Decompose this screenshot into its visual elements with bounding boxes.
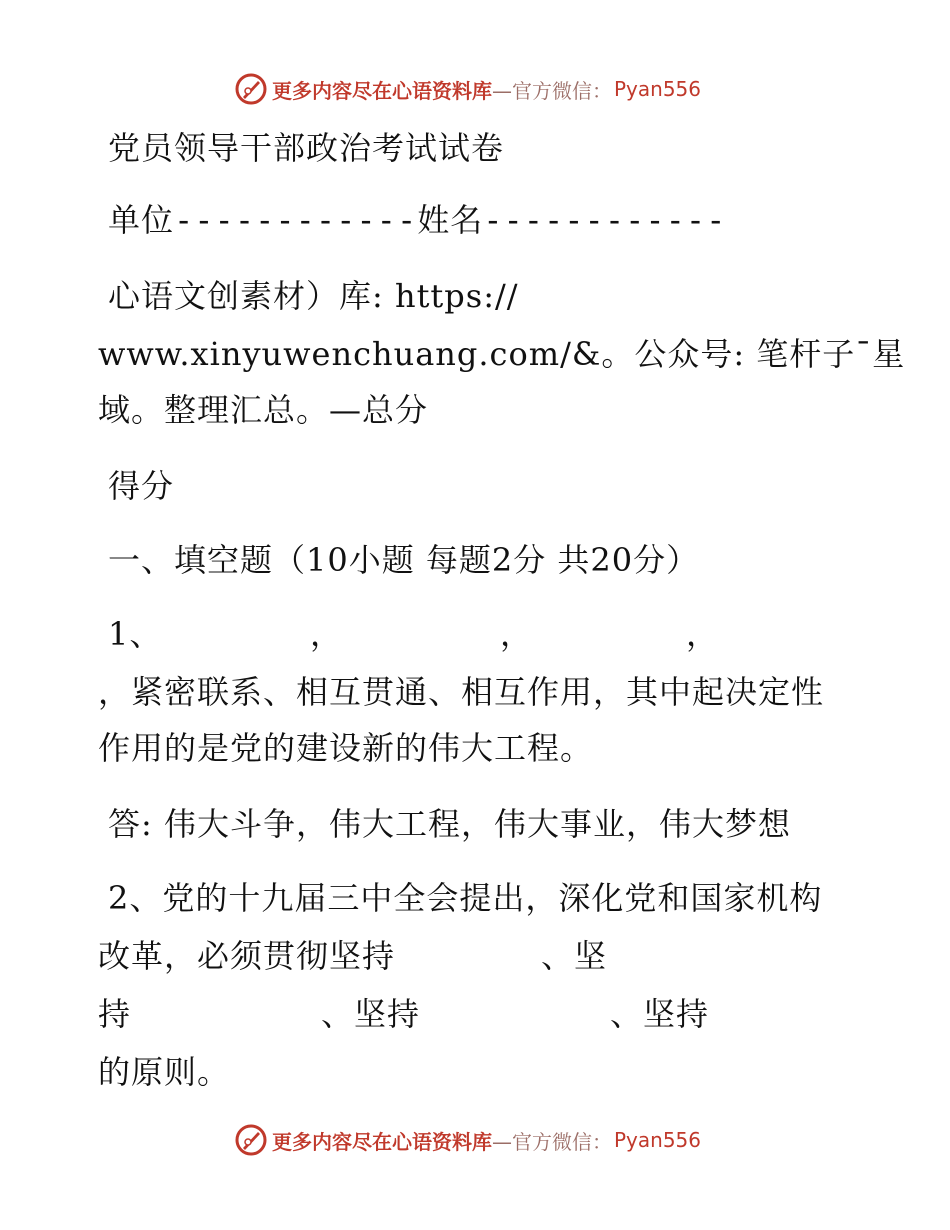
watermark-main-text: 更多内容尽在心语资料库 xyxy=(272,78,492,103)
q2-line-1: 2、党的十九届三中全会提出，深化党和国家机构 xyxy=(108,879,823,917)
q1-answer: 答: 伟大斗争，伟大工程，伟大事业，伟大梦想 xyxy=(108,805,791,843)
q1-number: 1、 xyxy=(108,615,163,653)
watermark-footer xyxy=(234,1123,701,1157)
unit-name-line xyxy=(108,200,726,240)
q2-line-3-end: 、坚持 xyxy=(610,995,710,1033)
q1-blank-separator-1: ， xyxy=(310,615,344,653)
q1-line-3: 作用的是党的建设新的伟大工程。 xyxy=(98,729,594,767)
q2-line-2 xyxy=(98,936,607,976)
unit-label: 单位 xyxy=(108,201,175,239)
q2-line-3 xyxy=(98,994,709,1034)
unit-blank: ------------ xyxy=(174,201,418,239)
watermark-sub-text: —官方微信： xyxy=(492,78,612,103)
q1-blank-separator-3: ， xyxy=(686,615,720,653)
quill-logo-icon xyxy=(234,1123,268,1157)
q2-line-3-mid: 、坚持 xyxy=(321,995,421,1033)
source-line-1: 心语文创素材）库: https:// xyxy=(108,277,519,315)
q1-line-2: ，紧密联系、相互贯通、相互作用，其中起决定性 xyxy=(98,673,825,711)
watermark-main-text: 更多内容尽在心语资料库 xyxy=(272,1129,492,1154)
score-label: 得分 xyxy=(108,467,175,505)
section-heading-fill-blank: 一、填空题（10小题 每题2分 共20分） xyxy=(108,541,700,579)
q2-line-2-end: 、坚 xyxy=(541,937,608,975)
page-title: 党员领导干部政治考试试卷 xyxy=(108,129,505,167)
watermark-header xyxy=(234,72,701,106)
source-line-2: www.xinyuwenchuang.com/&。公众号: 笔杆子¯星 xyxy=(98,335,906,373)
q2-line-2-start: 改革，必须贯彻坚持 xyxy=(98,937,396,975)
watermark-sub-text: —官方微信： xyxy=(492,1129,612,1154)
q2-line-3-start: 持 xyxy=(98,995,132,1033)
name-blank: ------------ xyxy=(483,201,727,239)
q1-blank-separator-2: ， xyxy=(500,615,534,653)
watermark-wechat-id: Pyan556 xyxy=(614,1128,702,1152)
name-label: 姓名 xyxy=(417,201,484,239)
watermark-wechat-id: Pyan556 xyxy=(614,77,702,101)
q2-line-4: 的原则。 xyxy=(98,1053,231,1091)
source-line-3: 域。整理汇总。—总分 xyxy=(98,391,429,429)
quill-logo-icon xyxy=(234,72,268,106)
